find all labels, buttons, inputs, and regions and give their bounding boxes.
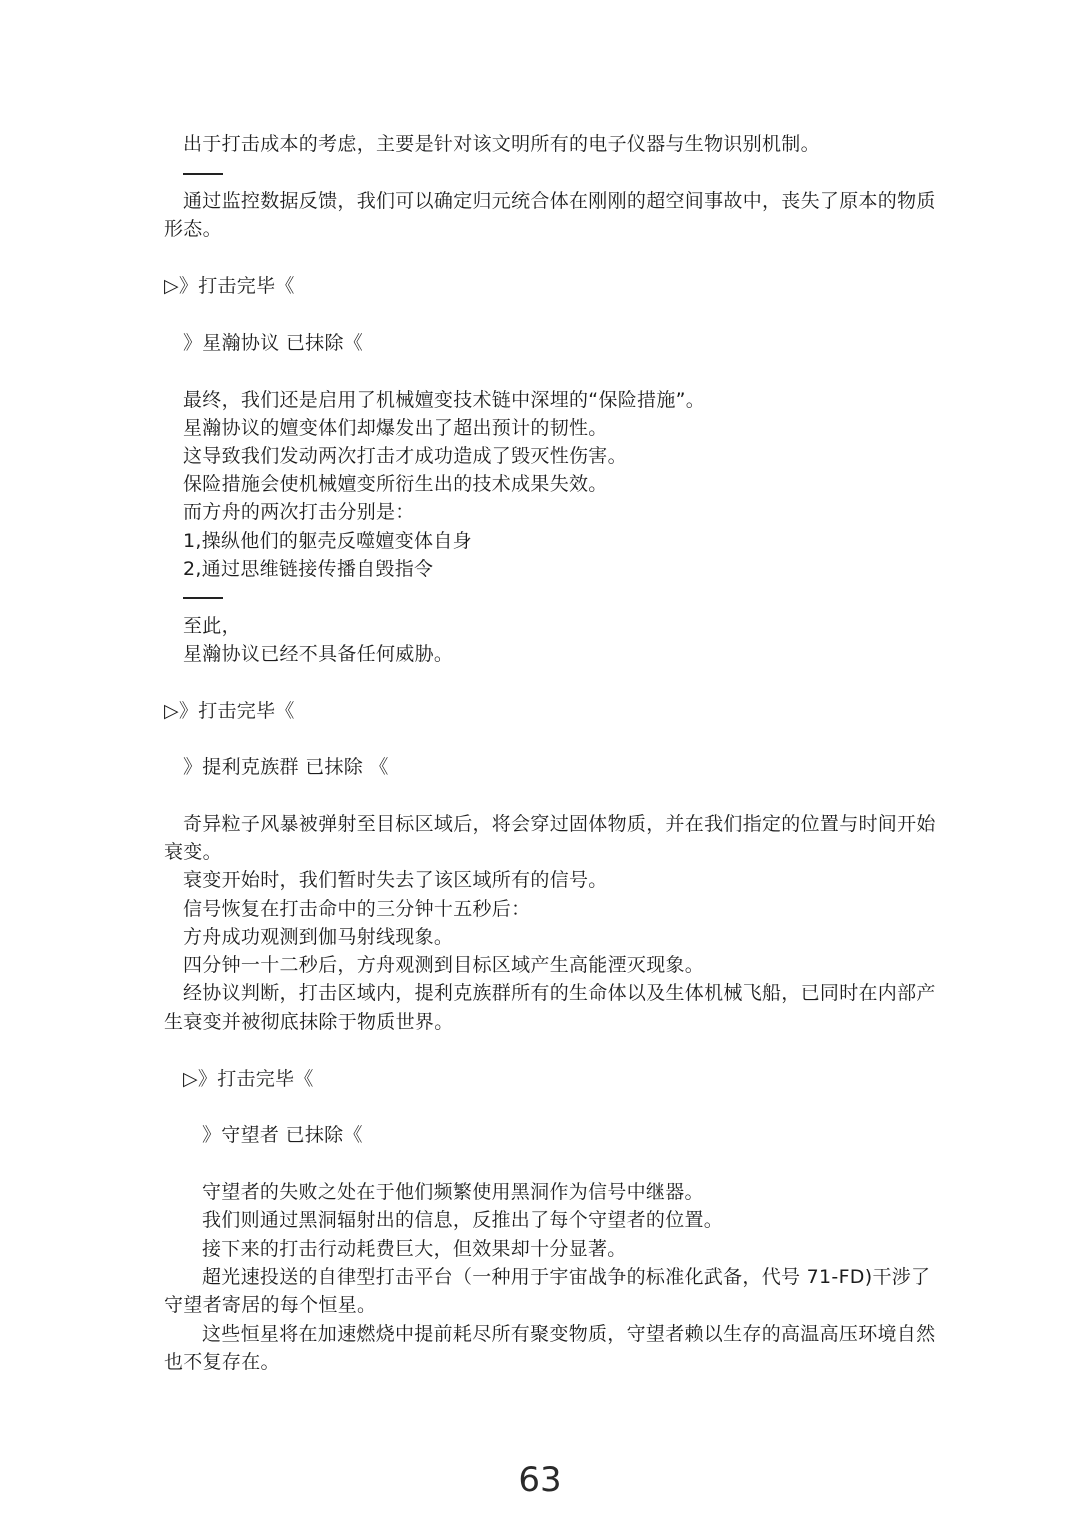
paragraph-line: 最终，我们还是启用了机械嬗变技术链中深埋的“保险措施”。 [183,389,706,411]
paragraph-line: 通过监控数据反馈，我们可以确定归元统合体在刚刚的超空间事故中，丧失了原本的物质 [183,190,936,212]
section-header: ▷》打击完毕《 [183,1068,314,1090]
section-divider [183,597,223,599]
paragraph-line: 衰变。 [164,841,222,863]
paragraph-line: 信号恢复在打击命中的三分钟十五秒后： [183,898,531,920]
paragraph-line: 守望者的失败之处在于他们频繁使用黑洞作为信号中继器。 [202,1181,704,1203]
paragraph-line: 我们则通过黑洞辐射出的信息，反推出了每个守望者的位置。 [202,1209,724,1231]
paragraph-line: 方舟成功观测到伽马射线现象。 [183,926,454,948]
paragraph-line: 星瀚协议的嬗变体们却爆发出了超出预计的韧性。 [183,417,608,439]
paragraph-line: 四分钟一十二秒后，方舟观测到目标区域产生高能湮灭现象。 [183,954,705,976]
list-item: 1,操纵他们的躯壳反噬嬗变体自身 [183,530,472,552]
paragraph-line: 接下来的打击行动耗费巨大，但效果却十分显著。 [202,1238,627,1260]
paragraph-line: 生衰变并被彻底抹除于物质世界。 [164,1011,454,1033]
paragraph-line: 经协议判断，打击区域内，提利克族群所有的生命体以及生体机械飞船，已同时在内部产 [183,982,936,1004]
section-header: ▷》打击完毕《 [164,700,295,722]
list-item: 2,通过思维链接传播自毁指令 [183,558,434,580]
paragraph-line: 超光速投送的自律型打击平台（一种用于宇宙战争的标准化武备，代号 71-FD)干涉了 [202,1266,931,1288]
paragraph-line: 这导致我们发动两次打击才成功造成了毁灭性伤害。 [183,445,627,467]
page-number: 63 [518,1460,562,1500]
paragraph-line: 形态。 [164,218,222,240]
paragraph-line: 至此， [183,615,241,637]
paragraph-line: 奇异粒子风暴被弹射至目标区域后，将会穿过固体物质，并在我们指定的位置与时间开始 [183,813,936,835]
paragraph-line: 守望者寄居的每个恒星。 [164,1294,377,1316]
section-header: ▷》打击完毕《 [164,275,295,297]
paragraph-line: 出于打击成本的考虑，主要是针对该文明所有的电子仪器与生物识别机制。 [183,133,820,155]
section-subheader: 》守望者 已抹除《 [202,1124,363,1146]
paragraph-line: 衰变开始时，我们暂时失去了该区域所有的信号。 [183,869,608,891]
paragraph-line: 也不复存在。 [164,1351,280,1373]
section-subheader: 》提利克族群 已抹除 《 [183,756,389,778]
section-divider [183,173,223,175]
paragraph-line: 而方舟的两次打击分别是： [183,501,415,523]
section-subheader: 》星瀚协议 已抹除《 [183,332,364,354]
paragraph-line: 这些恒星将在加速燃烧中提前耗尽所有聚变物质，守望者赖以生存的高温高压环境自然 [202,1323,936,1345]
paragraph-line: 保险措施会使机械嬗变所衍生出的技术成果失效。 [183,473,608,495]
paragraph-line: 星瀚协议已经不具备任何威胁。 [183,643,454,665]
